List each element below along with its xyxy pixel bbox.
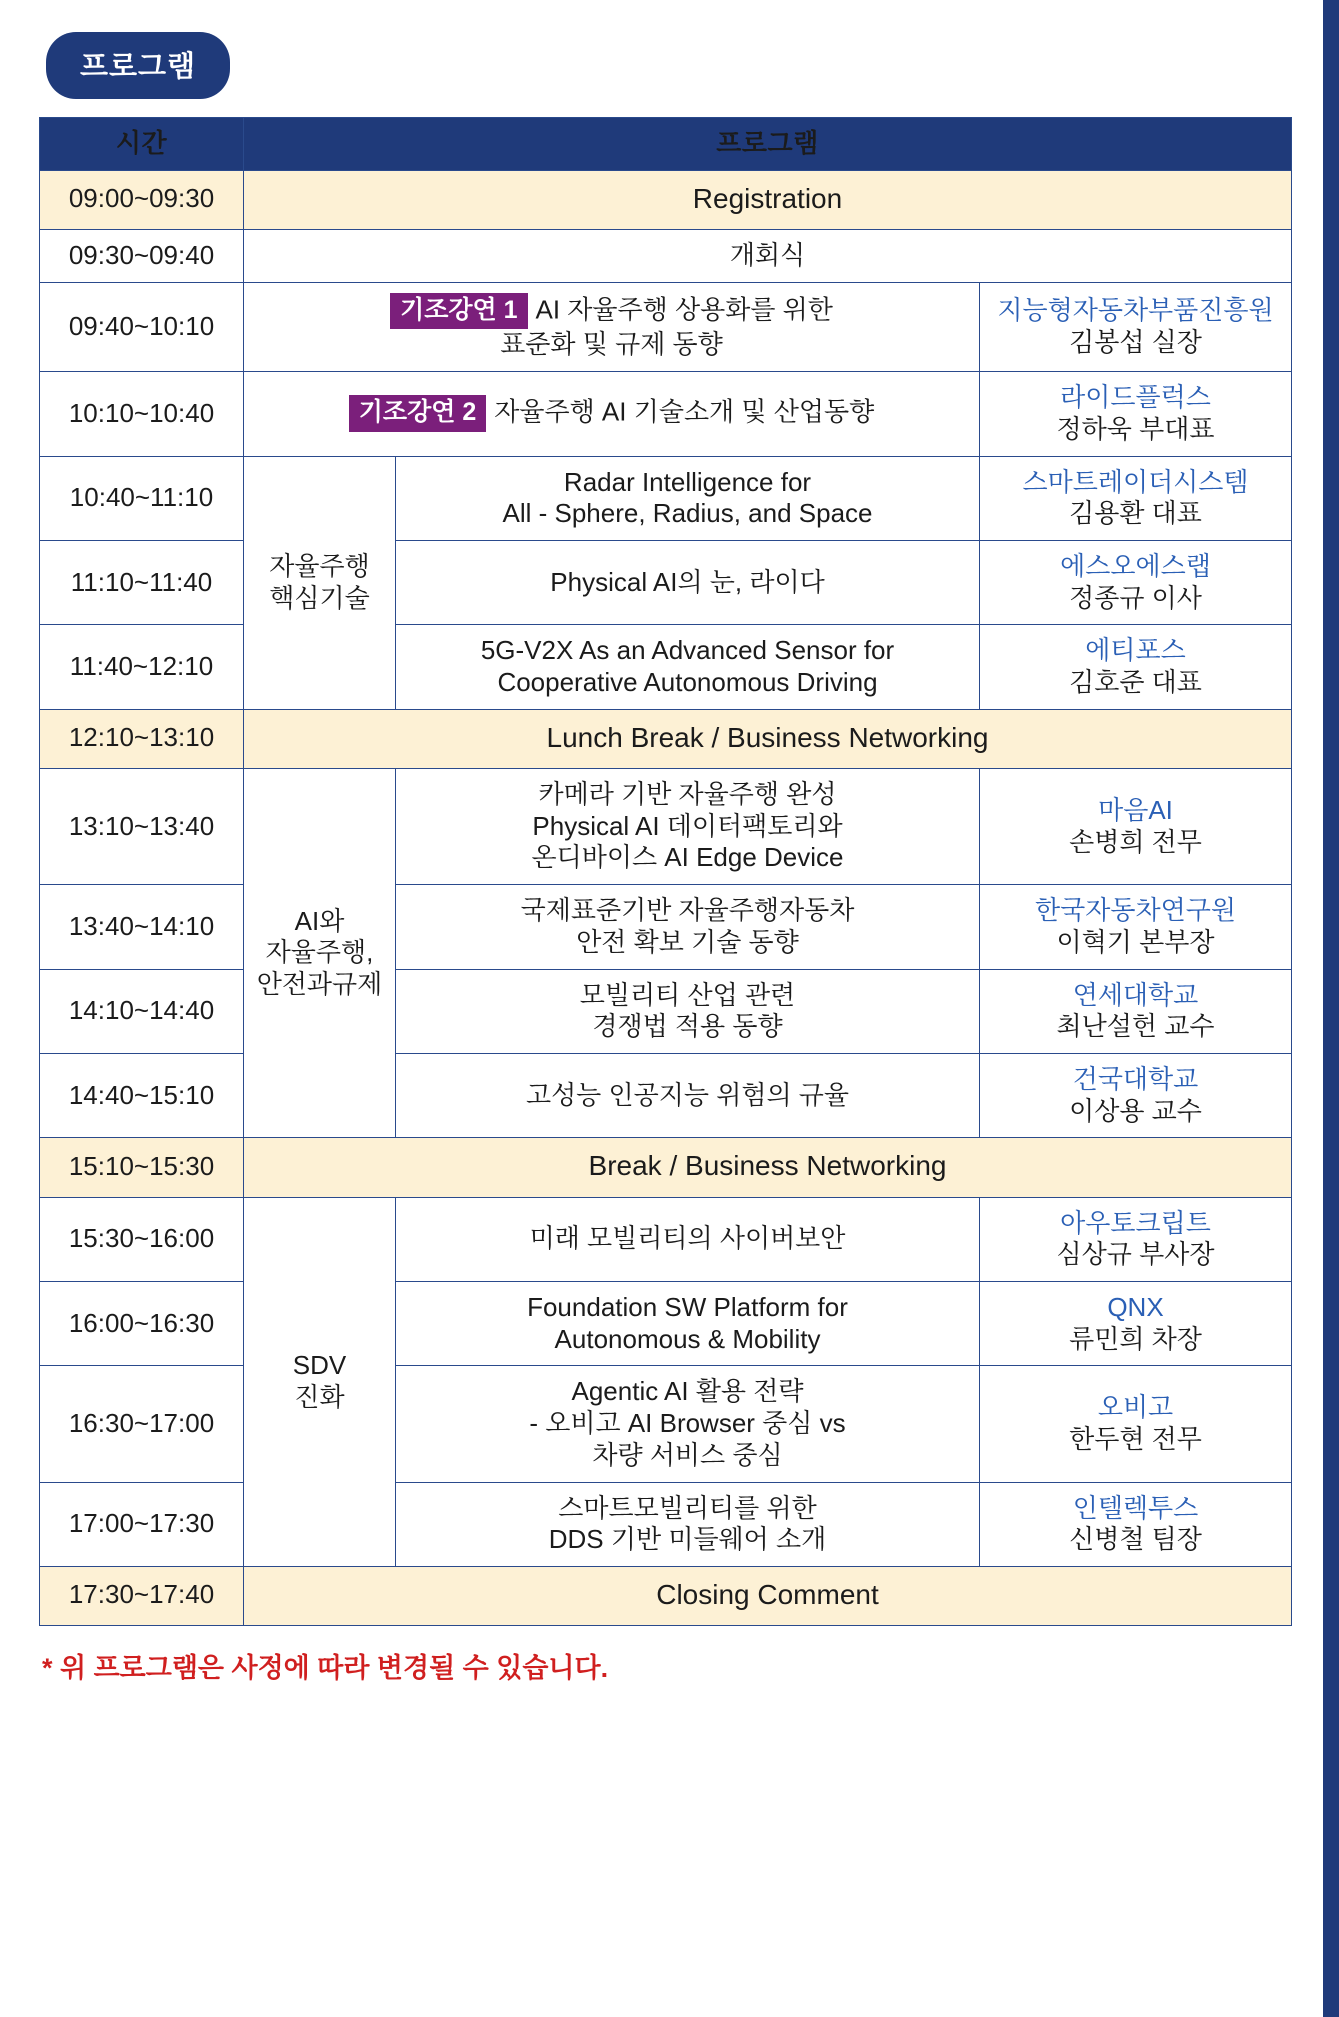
cell-organization (980, 885, 1292, 969)
org-person: 손병희 전무 (1069, 826, 1202, 857)
table-row (40, 1054, 1292, 1138)
cell-organization (980, 372, 1292, 456)
cell-time: 10:10~10:40 (40, 372, 244, 456)
org-name: 건국대학교 (1072, 1064, 1199, 1094)
org-name: 인텔렉투스 (1072, 1492, 1199, 1523)
column-header-program: 프로그램 (244, 118, 1292, 171)
cell-organization (980, 456, 1292, 540)
table-row (40, 170, 1292, 229)
table-row (40, 540, 1292, 624)
session-title-line1: 모빌리티 산업 관련 (579, 979, 796, 1010)
org-person: 류민희 차장 (1069, 1323, 1202, 1354)
cell-time: 13:10~13:40 (40, 768, 244, 884)
program-table (39, 117, 1292, 1626)
org-name: 마음AI (1098, 794, 1173, 825)
cell-session-title (396, 1282, 980, 1366)
cell-track-name (244, 456, 396, 709)
cell-session-title (396, 885, 980, 969)
session-title-line2: - 오비고 AI Browser 중심 vs (529, 1408, 846, 1439)
org-name: 한국자동차연구원 (1035, 895, 1236, 926)
cell-track-name (244, 768, 396, 1137)
org-person: 김용환 대표 (1069, 498, 1202, 529)
track-line1: 자율주행 (269, 550, 370, 581)
cell-time: 17:30~17:40 (40, 1567, 244, 1626)
header-row (40, 118, 1292, 171)
cell-session-title (396, 969, 980, 1053)
footnote: * 위 프로그램은 사정에 따라 변경될 수 있습니다. (42, 1653, 609, 1684)
cell-session-title (396, 456, 980, 540)
session-title-line2: All - Sphere, Radius, and Space (502, 498, 873, 529)
session-title-line3: 온디바이스 AI Edge Device (531, 842, 844, 873)
table-row (40, 456, 1292, 540)
session-title-line2: 경쟁법 적용 동향 (592, 1011, 783, 1042)
table-header (40, 118, 1292, 171)
cell-organization (980, 282, 1292, 371)
cell-band-text: Registration (244, 170, 1292, 229)
table-row (40, 282, 1292, 371)
cell-organization (980, 1282, 1292, 1366)
cell-session-title (396, 768, 980, 884)
org-person: 김호준 대표 (1069, 667, 1202, 698)
table-row (40, 229, 1292, 282)
org-name: 지능형자동차부품진흥원 (997, 295, 1274, 326)
cell-time: 15:10~15:30 (40, 1138, 244, 1197)
cell-time: 09:40~10:10 (40, 282, 244, 371)
cell-session-title (396, 540, 980, 624)
table-row (40, 1282, 1292, 1366)
cell-time: 17:00~17:30 (40, 1482, 244, 1566)
cell-organization (980, 1366, 1292, 1482)
session-title-line2: Cooperative Autonomous Driving (497, 667, 878, 698)
table-row (40, 1366, 1292, 1482)
org-name: 오비고 (1097, 1392, 1174, 1423)
org-name: 연세대학교 (1072, 979, 1199, 1010)
cell-organization (980, 969, 1292, 1053)
session-title-line2: 안전 확보 기술 동향 (576, 926, 799, 957)
org-name: 아우토크립트 (1060, 1207, 1211, 1238)
table-row (40, 1482, 1292, 1566)
cell-session-title (396, 625, 980, 709)
org-name: 라이드플럭스 (1060, 382, 1211, 413)
cell-organization (980, 625, 1292, 709)
table-row (40, 768, 1292, 884)
cell-session-title (396, 1482, 980, 1566)
cell-organization (980, 768, 1292, 884)
cell-organization (980, 1054, 1292, 1138)
session-title-line1: 스마트모빌리티를 위한 (558, 1492, 817, 1523)
cell-time: 11:40~12:10 (40, 625, 244, 709)
org-person: 김봉섭 실장 (1069, 326, 1202, 357)
session-title-line1: 자율주행 AI 기술소개 및 산업동향 (494, 396, 875, 427)
session-title-line1: 고성능 인공지능 위험의 규율 (525, 1079, 850, 1110)
session-title-line1: 미래 모빌리티의 사이버보안 (529, 1223, 846, 1254)
track-line3: 안전과규제 (256, 969, 383, 1000)
cell-time: 14:40~15:10 (40, 1054, 244, 1138)
session-title-line2: Autonomous & Mobility (554, 1323, 821, 1354)
cell-band-text: Break / Business Networking (244, 1138, 1292, 1197)
cell-band-text: Closing Comment (244, 1567, 1292, 1626)
session-title-line1: AI 자율주행 상용화를 위한 (535, 293, 833, 324)
cell-time: 15:30~16:00 (40, 1197, 244, 1281)
session-title-line1: 5G-V2X As an Advanced Sensor for (480, 635, 895, 666)
cell-organization (980, 540, 1292, 624)
session-title-line2: Physical AI 데이터팩토리와 (532, 810, 843, 841)
track-line1: SDV (292, 1350, 347, 1381)
cell-time: 16:30~17:00 (40, 1366, 244, 1482)
table-row (40, 709, 1292, 768)
table-row (40, 885, 1292, 969)
cell-time: 14:10~14:40 (40, 969, 244, 1053)
column-header-time: 시간 (40, 118, 244, 171)
org-person: 최난설헌 교수 (1056, 1011, 1215, 1042)
keynote-badge: 기조강연 1 (390, 293, 527, 330)
cell-band-text: 개회식 (244, 229, 1292, 282)
table-row (40, 969, 1292, 1053)
cell-track-name (244, 1197, 396, 1566)
table-row (40, 372, 1292, 456)
session-title-line3: 차량 서비스 중심 (592, 1439, 783, 1470)
page-title: 프로그램 (46, 32, 230, 99)
session-title-line1: Physical AI의 눈, 라이다 (550, 566, 825, 597)
cell-session-title (244, 372, 980, 456)
org-name: 에티포스 (1085, 635, 1186, 666)
cell-time: 10:40~11:10 (40, 456, 244, 540)
org-person: 이혁기 본부장 (1056, 926, 1215, 957)
session-title-line1: 카메라 기반 자율주행 완성 (538, 778, 837, 809)
table-row (40, 1567, 1292, 1626)
org-name: 에스오에스랩 (1060, 550, 1211, 581)
session-title-line1: Agentic AI 활용 전략 (571, 1376, 804, 1407)
cell-organization (980, 1482, 1292, 1566)
cell-time: 09:30~09:40 (40, 229, 244, 282)
org-person: 정종규 이사 (1069, 582, 1202, 613)
cell-time: 16:00~16:30 (40, 1282, 244, 1366)
org-person: 신병철 팀장 (1069, 1524, 1202, 1555)
table-row (40, 1138, 1292, 1197)
session-title-line1: Radar Intelligence for (563, 466, 812, 497)
cell-time: 11:10~11:40 (40, 540, 244, 624)
cell-session-title (396, 1197, 980, 1281)
track-line2: 핵심기술 (269, 582, 370, 613)
org-name: 스마트레이더시스템 (1022, 466, 1249, 497)
session-title-line2: DDS 기반 미들웨어 소개 (548, 1524, 827, 1555)
track-line2: 자율주행, (265, 937, 374, 968)
right-edge-bar (1323, 0, 1339, 2017)
table-body (40, 170, 1292, 1626)
track-line1: AI와 (294, 905, 345, 936)
cell-session-title (396, 1054, 980, 1138)
session-title-line1: 국제표준기반 자율주행자동차 (520, 895, 855, 926)
session-title-line1: Foundation SW Platform for (527, 1292, 848, 1323)
cell-organization (980, 1197, 1292, 1281)
org-person: 정하욱 부대표 (1056, 413, 1215, 444)
org-person: 이상용 교수 (1069, 1095, 1202, 1126)
table-row (40, 625, 1292, 709)
track-line2: 진화 (294, 1381, 345, 1412)
cell-band-text: Lunch Break / Business Networking (244, 709, 1292, 768)
cell-session-title (244, 282, 980, 371)
session-title-line2: 표준화 및 규제 동향 (500, 329, 723, 360)
org-person: 한두현 전무 (1069, 1424, 1202, 1455)
cell-session-title (396, 1366, 980, 1482)
cell-time: 12:10~13:10 (40, 709, 244, 768)
org-person: 심상규 부사장 (1056, 1239, 1215, 1270)
cell-time: 09:00~09:30 (40, 170, 244, 229)
cell-time: 13:40~14:10 (40, 885, 244, 969)
table-row (40, 1197, 1292, 1281)
org-name: QNX (1107, 1292, 1164, 1323)
keynote-badge: 기조강연 2 (349, 395, 486, 432)
